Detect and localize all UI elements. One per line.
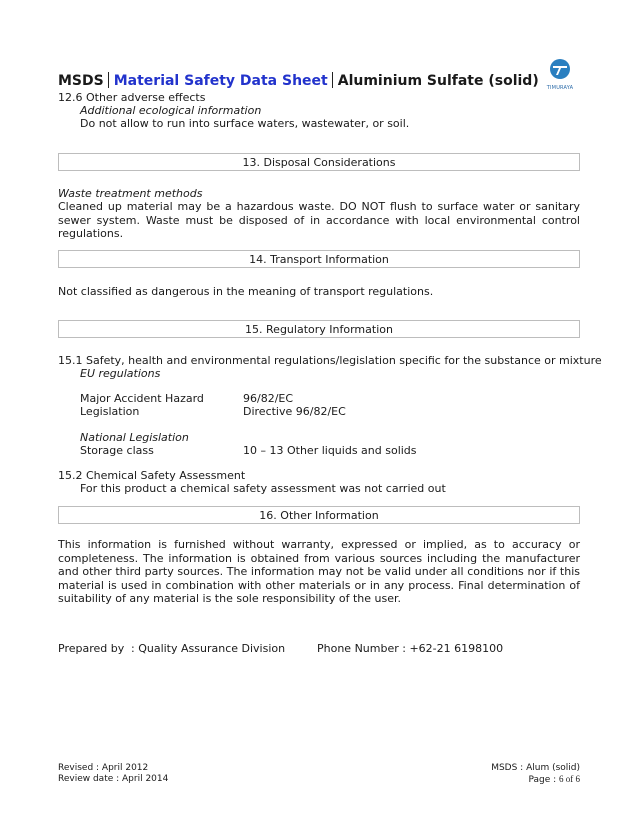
prepared-by-label: Prepared by (58, 642, 125, 655)
section-14-text: Not classified as dangerous in the meaning of transport regulations. (58, 285, 434, 298)
header-subtitle: Material Safety Data Sheet (113, 73, 328, 89)
footer-document-id: MSDS : Alum (solid) (491, 763, 580, 773)
company-logo (545, 58, 575, 91)
regulation-label: Major Accident Hazard (80, 392, 204, 405)
logo-text: TIMURAYA (546, 85, 574, 91)
footer-page-label: Page : (528, 775, 557, 785)
header-separator (332, 72, 333, 88)
logo-icon (545, 58, 575, 80)
section-12-subheading: Additional ecological information (80, 104, 262, 117)
section-15-1-heading: 15.1 Safety, health and environmental regulations/legislation specific for the substance or mixture (58, 354, 602, 367)
header-msds: MSDS (58, 73, 104, 89)
storage-class-value: 10 – 13 Other liquids and solids (243, 444, 417, 457)
national-legislation-label: National Legislation (80, 431, 189, 444)
section-12-heading: 12.6 Other adverse effects (58, 91, 206, 104)
section-13-subheading: Waste treatment methods (58, 187, 203, 200)
section-14-title: 14. Transport Information (58, 250, 580, 268)
prepared-by-value: : Quality Assurance Division (131, 642, 286, 655)
regulation-value: Directive 96/82/EC (243, 405, 346, 418)
header-product: Aluminium Sulfate (solid) (337, 73, 539, 89)
phone-number: Phone Number : +62-21 6198100 (317, 642, 504, 655)
eu-regulations-label: EU regulations (80, 367, 161, 380)
footer-revised: Revised : April 2012 (58, 763, 149, 773)
section-16-text: This information is furnished without warranty, expressed or implied, as to accuracy or completeness. The information is obtained from various sources including the manufacturer and other third party sources. The information may not be valid under all conditions nor if this material is used in combination with other materials or in any process. Final determination of suitability of any material is the sole responsibility of the user. (58, 538, 580, 605)
section-13-text: Cleaned up material may be a hazardous waste. DO NOT flush to surface water or sanitary sewer system. Waste must be disposed of in accordance with local environmental control regulations. (58, 200, 580, 240)
section-13-title: 13. Disposal Considerations (58, 153, 580, 171)
section-15-2-text: For this product a chemical safety assessment was not carried out (80, 482, 446, 495)
footer-review-date: Review date : April 2014 (58, 774, 169, 784)
header-separator (108, 72, 109, 88)
storage-class-label: Storage class (80, 444, 154, 457)
section-15-title: 15. Regulatory Information (58, 320, 580, 338)
footer-page-number: 6 of 6 (559, 774, 580, 784)
section-12-text: Do not allow to run into surface waters, wastewater, or soil. (80, 117, 410, 130)
document-header (58, 72, 539, 90)
section-16-title: 16. Other Information (58, 506, 580, 524)
section-15-2-heading: 15.2 Chemical Safety Assessment (58, 469, 246, 482)
footer-page (528, 774, 580, 786)
regulation-label: Legislation (80, 405, 140, 418)
regulation-value: 96/82/EC (243, 392, 294, 405)
